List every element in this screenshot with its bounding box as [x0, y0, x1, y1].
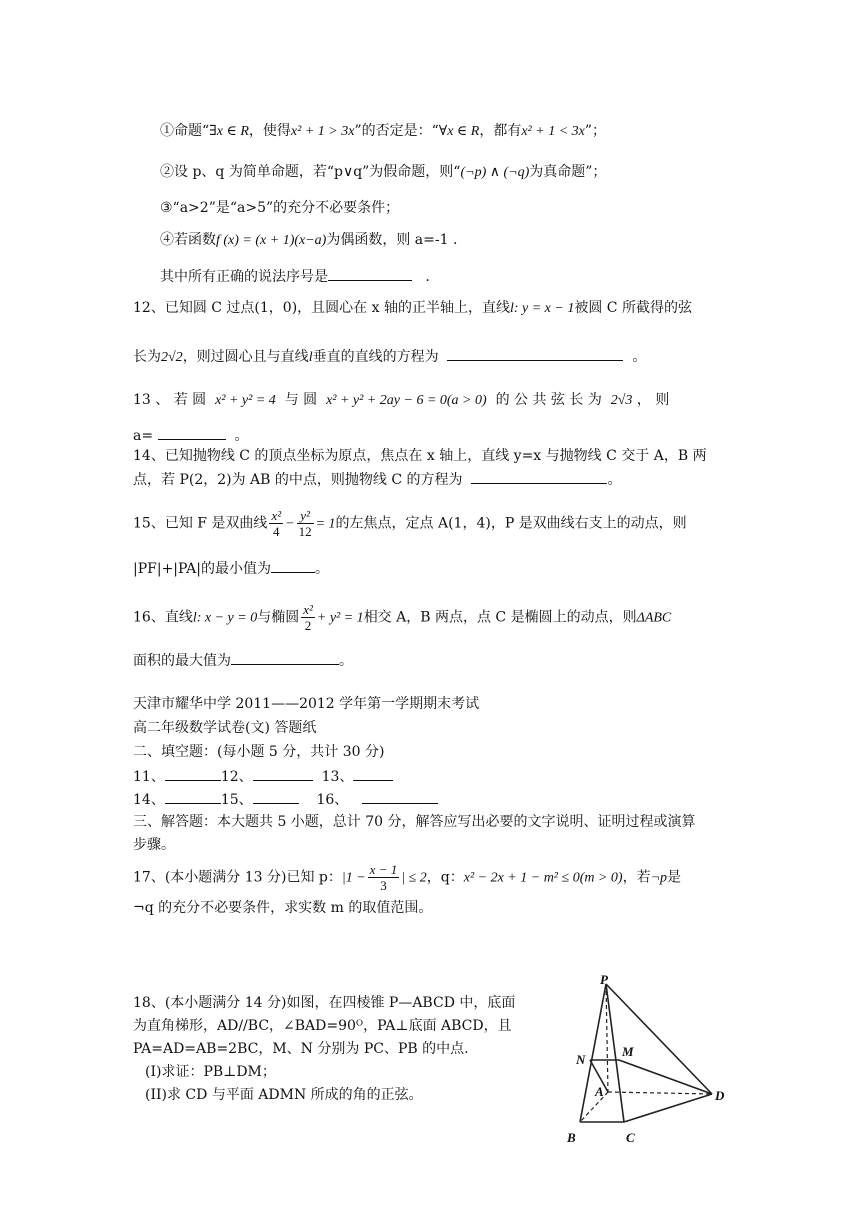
text: 为真命题”； [529, 164, 607, 180]
q18-line-1: 18、(本小题满分 14 分)如图，在四棱锥 P—ABCD 中，底面 [133, 995, 516, 1011]
text: ， 则 [636, 392, 670, 408]
q12-line-1 [133, 298, 692, 319]
q16-line-1 [133, 602, 671, 633]
q16-line-2 [133, 650, 353, 671]
text: ④若函数 [160, 232, 216, 248]
math: l [308, 350, 313, 365]
label-b: B [567, 1130, 576, 1145]
numerator: x² [271, 508, 282, 523]
answer-blank[interactable] [353, 766, 393, 781]
text: 是 [667, 869, 682, 886]
text: 的左焦点，定点 A(1，4)，P 是双曲线右支上的动点，则 [335, 515, 687, 532]
edge-ad [608, 1092, 712, 1094]
text: 垂直的直线的方程为 [312, 349, 439, 365]
text: 面积的最大值为 [133, 653, 231, 669]
text: ，则过圆心且与直线 [182, 349, 309, 365]
section-3-line-1: 三、解答题：本大题共 5 小题，总计 70 分，解答应写出必要的文字说明、证明过程或演算 [133, 814, 696, 830]
text: ，若 [622, 869, 651, 886]
fraction [301, 602, 315, 633]
answer-blank[interactable] [253, 766, 313, 781]
fraction [269, 508, 283, 539]
math: x² + 1 < 3x [521, 124, 585, 139]
text: ，q： [426, 869, 464, 886]
edge-pd [606, 984, 712, 1094]
math: ∀x ∈ R [438, 124, 480, 139]
math: x² + y² = 4 [215, 393, 276, 408]
answer-blank[interactable] [471, 469, 607, 484]
q11-item-3: ③“a>2”是“a>5”的充分不必要条件； [160, 200, 400, 216]
math: − [285, 516, 295, 532]
answer-label: 13、 [321, 769, 354, 785]
q17-line-1 [133, 862, 681, 893]
q18-part-1: (I)求证：PB⊥DM； [145, 1064, 276, 1080]
text: 。 [607, 472, 622, 488]
answer-blank[interactable] [362, 789, 438, 804]
label-p: P [600, 972, 608, 987]
q18-line-3: PA=AD=AB=2BC，M、N 分别为 PC、PB 的中点. [133, 1041, 469, 1057]
math: ∃x ∈ R [209, 124, 249, 139]
q11-item-1 [160, 121, 606, 142]
q11-item-2 [160, 162, 606, 183]
text: 。 [339, 653, 353, 669]
school-title: 天津市耀华中学 2011——2012 学年第一学期期末考试 [133, 696, 480, 712]
q15-line-1 [133, 508, 687, 539]
q17-line-2: ¬q 的充分不必要条件，求实数 m 的取值范围。 [133, 900, 433, 916]
answer-label: 11、 [133, 769, 165, 785]
paper-title: 高二年级数学试卷(文) 答题纸 [133, 720, 317, 736]
edge-cd [624, 1094, 712, 1122]
q15-line-2 [133, 558, 329, 579]
text: 为偶函数，则 a=-1 . [326, 232, 458, 248]
math: x² + 1 > 3x [290, 124, 355, 139]
fraction [368, 862, 400, 893]
label-a: A [595, 1084, 604, 1099]
q13-line-1 [133, 390, 669, 411]
answer-blank[interactable] [231, 650, 339, 665]
q14-line-1: 14、已知抛物线 C 的顶点坐标为原点，焦点在 x 轴上，直线 y=x 与抛物线 C 交于 A，B 两 [133, 448, 707, 464]
math: f (x) = (x + 1)(x−a) [216, 233, 327, 248]
text: 15、已知 F 是双曲线 [133, 515, 268, 532]
text: 17、(本小题满分 13 分)已知 p： [133, 869, 342, 886]
q11-item-4 [160, 230, 457, 251]
answer-label: 15、 [220, 792, 253, 808]
math: l: y = x − 1 [509, 301, 575, 316]
answer-blank[interactable] [447, 346, 623, 361]
text: 12、已知圆 C 过点(1，0)，且圆心在 x 轴的正半轴上，直线 [133, 300, 510, 316]
text: |PF|+|PA|的最小值为 [133, 561, 271, 577]
text: 的 公 共 弦 长 为 [495, 392, 602, 408]
text: ，都有 [479, 123, 522, 139]
label-n: N [576, 1052, 586, 1067]
text: 被圆 C 所截得的弦 [574, 300, 692, 316]
math: 2√3 [610, 393, 633, 408]
text: 13 、 若 圆 [133, 392, 207, 408]
numerator: x − 1 [369, 862, 398, 877]
text: 点，若 P(2，2)为 AB 的中点，则抛物线 C 的方程为 [133, 472, 463, 488]
text: 其中所有正确的说法序号是 [160, 269, 328, 285]
label-d: D [715, 1088, 725, 1103]
q14-line-2 [133, 469, 621, 490]
text: ，使得 [248, 123, 291, 139]
section-3-line-2: 步骤。 [133, 837, 175, 853]
text: 相交 A，B 两点，点 C 是椭圆上的动点，则 [363, 609, 637, 626]
math: x² − 2x + 1 − m² ≤ 0(m > 0) [463, 870, 623, 886]
text: 长为 [133, 349, 161, 365]
math: x² + y² + 2ay − 6 = 0(a > 0) [326, 393, 487, 408]
answer-label: 12、 [220, 769, 253, 785]
denominator: 2 [304, 618, 312, 633]
math: | ≤ 2 [401, 870, 427, 886]
math: ¬p [650, 870, 668, 886]
label-c: C [626, 1130, 635, 1145]
text: 16、直线 [133, 609, 193, 626]
text: . [425, 269, 430, 285]
text: 。 [234, 428, 249, 444]
fraction [297, 508, 314, 539]
answer-blank[interactable] [253, 789, 299, 804]
text: 。 [314, 561, 329, 577]
answer-row-1 [133, 766, 393, 787]
text: ②设 p、q 为简单命题，若“p∨q”为假命题，则“ [160, 164, 461, 180]
text: ”； [584, 123, 607, 139]
denominator: 12 [298, 524, 312, 539]
text: 与 圆 [284, 392, 318, 408]
denominator: 4 [273, 524, 280, 539]
q11-ask [160, 266, 430, 287]
math: l: x − y = 0 [192, 610, 258, 626]
answer-blank[interactable] [328, 266, 412, 281]
q13-line-2 [133, 425, 248, 446]
q12-line-2 [133, 346, 646, 368]
answer-label: 14、 [133, 792, 165, 808]
math: (¬p) ∧ (¬q) [460, 165, 530, 180]
segment-md [619, 1060, 712, 1094]
text: ”的否定是：“ [354, 123, 439, 139]
math: 2√2 [161, 350, 183, 365]
text: a= [133, 428, 154, 444]
math: |1 − [341, 870, 366, 886]
numerator: x² [303, 602, 313, 617]
answer-blank[interactable] [271, 558, 315, 573]
q18-line-2: 为直角梯形，AD//BC，∠BAD=90ᴼ，PA⊥底面 ABCD，且 [133, 1018, 512, 1034]
denominator: 3 [380, 878, 387, 893]
answer-label: 16、 [316, 792, 349, 808]
math: ΔABC [636, 610, 672, 626]
answer-blank[interactable] [165, 789, 221, 804]
label-m: M [622, 1044, 634, 1059]
math: + y² = 1 [316, 610, 364, 626]
answer-blank[interactable] [158, 425, 226, 440]
answer-row-2 [133, 789, 438, 810]
answer-blank[interactable] [165, 766, 221, 781]
text: 与椭圆 [257, 609, 300, 626]
text: ①命题“ [160, 123, 210, 139]
pyramid-figure [540, 972, 740, 1152]
numerator: y² [297, 508, 314, 524]
section-2-heading: 二、填空题：(每小题 5 分，共计 30 分) [133, 744, 385, 760]
q18-part-2: (II)求 CD 与平面 ADMN 所成的角的正弦。 [145, 1087, 423, 1103]
text: 。 [632, 349, 647, 365]
math: = 1 [315, 516, 336, 532]
